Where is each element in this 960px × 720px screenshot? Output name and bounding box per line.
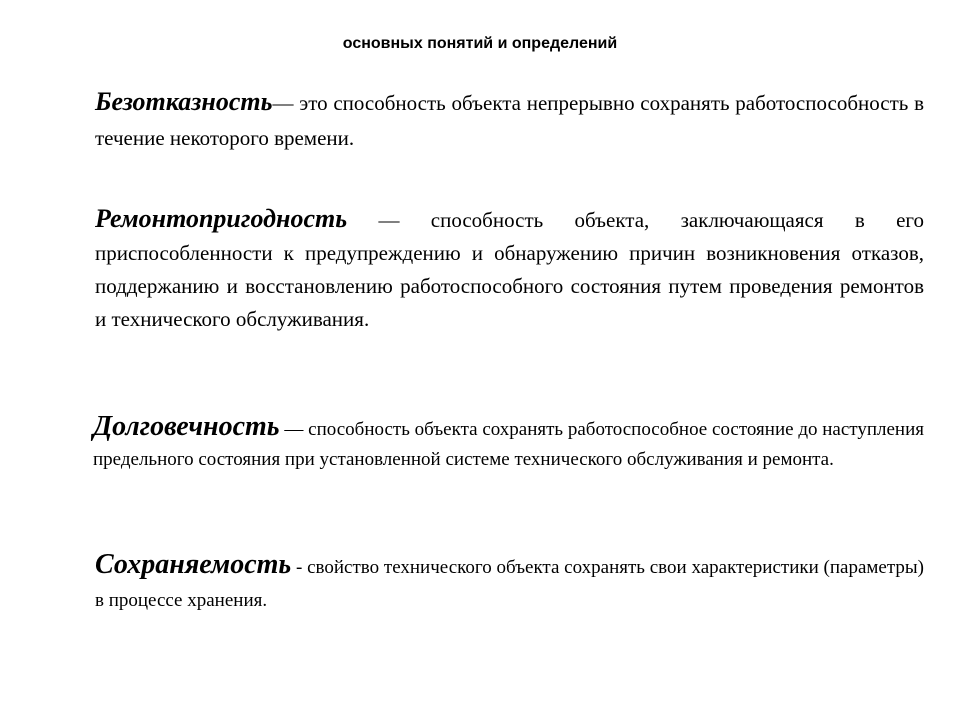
definition-term: Ремонтопригодность	[95, 204, 348, 233]
definition-text: — это способность объекта непрерывно сохранять работоспособность в течение некоторого времени.	[95, 91, 924, 150]
definition-term: Безотказность	[95, 87, 273, 116]
definition-maintainability	[95, 202, 924, 336]
definition-text: — способность объекта, заключающаяся в его приспособленности к предупреждению и обнаружению причин возникновения отказов, поддержанию и восстановлению работоспособного состояния путем проведения ремонтов и технического обслуживания.	[95, 208, 924, 331]
definition-text: - свойство технического объекта сохранять свои характеристики (параметры) в процессе хранения.	[95, 557, 924, 611]
definition-term: Сохраняемость	[95, 549, 292, 580]
definition-reliability	[95, 84, 924, 156]
definition-term: Долговечность	[93, 411, 280, 442]
definition-durability	[93, 412, 924, 475]
definition-text: — способность объекта сохранять работоспособное состояние до наступления предельного состояния при установленной системе технического обслуживания и ремонта.	[93, 419, 924, 470]
slide-heading: основных понятий и определений	[342, 35, 618, 52]
definition-storability	[95, 548, 924, 617]
